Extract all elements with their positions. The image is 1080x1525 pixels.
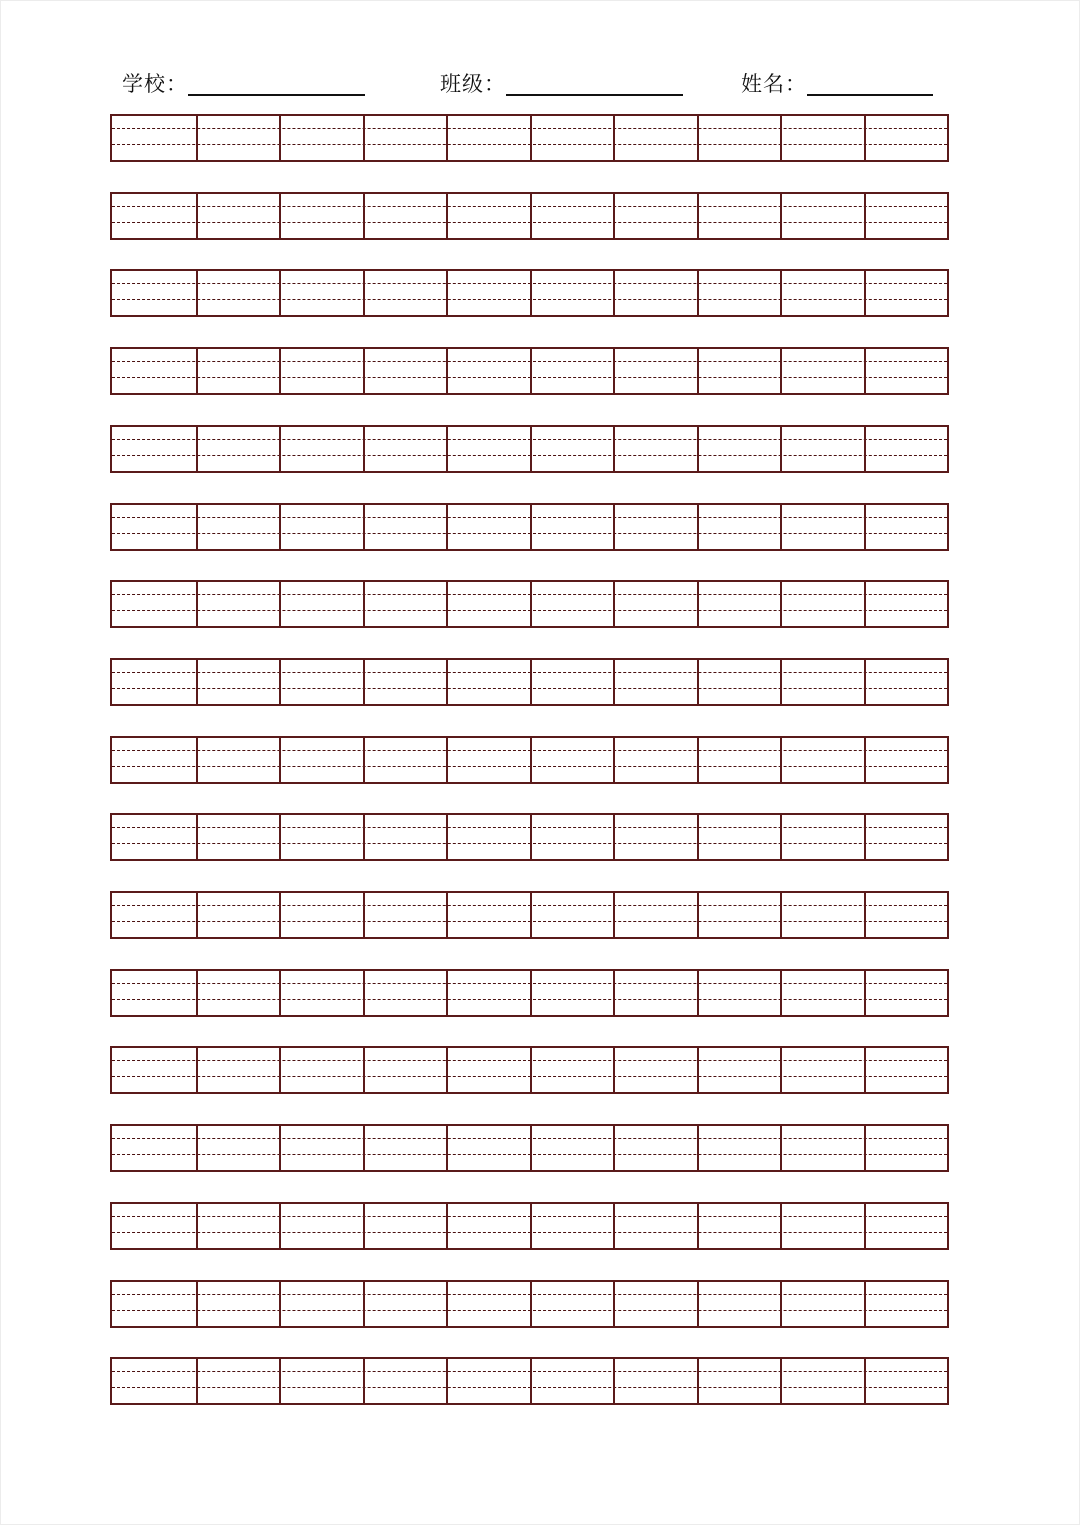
cell-divider <box>196 893 198 937</box>
cell-divider <box>613 660 615 704</box>
cell-divider <box>363 1204 365 1248</box>
writing-row[interactable] <box>110 425 949 473</box>
cell-divider <box>530 1282 532 1326</box>
cell-divider <box>279 893 281 937</box>
cell-divider <box>864 971 866 1015</box>
cell-divider <box>780 971 782 1015</box>
cell-divider <box>196 1204 198 1248</box>
cell-divider <box>279 971 281 1015</box>
cell-divider <box>363 893 365 937</box>
cell-divider <box>363 582 365 626</box>
cell-divider <box>363 349 365 393</box>
school-blank-line[interactable] <box>188 94 365 96</box>
cell-divider <box>279 1048 281 1092</box>
cell-divider <box>363 427 365 471</box>
cell-divider <box>780 1282 782 1326</box>
cell-divider <box>780 116 782 160</box>
cell-divider <box>530 427 532 471</box>
writing-row[interactable] <box>110 347 949 395</box>
cell-divider <box>363 1048 365 1092</box>
cell-divider <box>697 1359 699 1403</box>
cell-divider <box>530 194 532 238</box>
cell-divider <box>196 582 198 626</box>
writing-row[interactable] <box>110 1124 949 1172</box>
cell-divider <box>196 1126 198 1170</box>
cell-divider <box>613 427 615 471</box>
cell-divider <box>613 505 615 549</box>
cell-divider <box>780 1048 782 1092</box>
cell-divider <box>279 815 281 859</box>
writing-row[interactable] <box>110 891 949 939</box>
class-label: 班级： <box>440 72 506 96</box>
cell-divider <box>864 505 866 549</box>
cell-divider <box>530 660 532 704</box>
cell-divider <box>864 1126 866 1170</box>
name-label: 姓名： <box>741 72 807 96</box>
writing-row[interactable] <box>110 114 949 162</box>
cell-divider <box>613 582 615 626</box>
cell-divider <box>530 271 532 315</box>
cell-divider <box>780 1204 782 1248</box>
writing-row[interactable] <box>110 192 949 240</box>
cell-divider <box>530 505 532 549</box>
cell-divider <box>780 1126 782 1170</box>
cell-divider <box>613 116 615 160</box>
cell-divider <box>446 1126 448 1170</box>
cell-divider <box>446 1282 448 1326</box>
cell-divider <box>363 271 365 315</box>
school-label: 学校： <box>122 72 188 96</box>
cell-divider <box>613 1048 615 1092</box>
cell-divider <box>697 815 699 859</box>
cell-divider <box>613 1204 615 1248</box>
cell-divider <box>530 893 532 937</box>
worksheet-header <box>0 64 1080 104</box>
cell-divider <box>279 1282 281 1326</box>
cell-divider <box>363 971 365 1015</box>
cell-divider <box>780 582 782 626</box>
cell-divider <box>196 971 198 1015</box>
writing-row[interactable] <box>110 1280 949 1328</box>
cell-divider <box>780 893 782 937</box>
cell-divider <box>363 660 365 704</box>
writing-row[interactable] <box>110 813 949 861</box>
cell-divider <box>196 194 198 238</box>
cell-divider <box>613 971 615 1015</box>
writing-row[interactable] <box>110 1046 949 1094</box>
cell-divider <box>196 505 198 549</box>
cell-divider <box>864 893 866 937</box>
cell-divider <box>864 1282 866 1326</box>
cell-divider <box>279 194 281 238</box>
cell-divider <box>196 1282 198 1326</box>
cell-divider <box>780 427 782 471</box>
cell-divider <box>279 1126 281 1170</box>
cell-divider <box>864 1048 866 1092</box>
cell-divider <box>864 738 866 782</box>
cell-divider <box>363 194 365 238</box>
cell-divider <box>363 1126 365 1170</box>
cell-divider <box>864 1359 866 1403</box>
cell-divider <box>196 116 198 160</box>
cell-divider <box>530 116 532 160</box>
cell-divider <box>864 660 866 704</box>
cell-divider <box>446 971 448 1015</box>
cell-divider <box>363 1359 365 1403</box>
cell-divider <box>697 427 699 471</box>
cell-divider <box>279 271 281 315</box>
cell-divider <box>530 349 532 393</box>
cell-divider <box>446 116 448 160</box>
cell-divider <box>196 271 198 315</box>
cell-divider <box>363 738 365 782</box>
cell-divider <box>446 271 448 315</box>
cell-divider <box>446 1204 448 1248</box>
writing-row[interactable] <box>110 736 949 784</box>
cell-divider <box>279 1204 281 1248</box>
writing-row[interactable] <box>110 658 949 706</box>
cell-divider <box>613 271 615 315</box>
cell-divider <box>697 349 699 393</box>
cell-divider <box>196 1359 198 1403</box>
cell-divider <box>446 349 448 393</box>
cell-divider <box>780 505 782 549</box>
cell-divider <box>613 738 615 782</box>
cell-divider <box>279 505 281 549</box>
cell-divider <box>864 116 866 160</box>
cell-divider <box>196 1048 198 1092</box>
cell-divider <box>530 738 532 782</box>
cell-divider <box>530 815 532 859</box>
cell-divider <box>697 582 699 626</box>
cell-divider <box>780 660 782 704</box>
cell-divider <box>363 116 365 160</box>
cell-divider <box>780 1359 782 1403</box>
cell-divider <box>697 1204 699 1248</box>
cell-divider <box>530 1126 532 1170</box>
cell-divider <box>613 349 615 393</box>
writing-row[interactable] <box>110 269 949 317</box>
writing-row[interactable] <box>110 969 949 1017</box>
cell-divider <box>446 893 448 937</box>
cell-divider <box>780 815 782 859</box>
cell-divider <box>613 893 615 937</box>
cell-divider <box>864 1204 866 1248</box>
cell-divider <box>613 1126 615 1170</box>
cell-divider <box>864 349 866 393</box>
cell-divider <box>697 271 699 315</box>
cell-divider <box>446 582 448 626</box>
cell-divider <box>363 505 365 549</box>
cell-divider <box>446 1048 448 1092</box>
cell-divider <box>279 427 281 471</box>
cell-divider <box>446 815 448 859</box>
cell-divider <box>446 505 448 549</box>
writing-row[interactable] <box>110 1202 949 1250</box>
cell-divider <box>864 582 866 626</box>
cell-divider <box>530 1359 532 1403</box>
cell-divider <box>196 738 198 782</box>
cell-divider <box>613 1359 615 1403</box>
cell-divider <box>697 660 699 704</box>
class-blank-line[interactable] <box>506 94 683 96</box>
cell-divider <box>697 971 699 1015</box>
cell-divider <box>446 660 448 704</box>
cell-divider <box>530 971 532 1015</box>
cell-divider <box>697 116 699 160</box>
cell-divider <box>864 194 866 238</box>
cell-divider <box>363 815 365 859</box>
cell-divider <box>697 893 699 937</box>
cell-divider <box>279 116 281 160</box>
cell-divider <box>196 815 198 859</box>
cell-divider <box>279 738 281 782</box>
cell-divider <box>697 194 699 238</box>
cell-divider <box>530 1204 532 1248</box>
cell-divider <box>363 1282 365 1326</box>
cell-divider <box>613 194 615 238</box>
cell-divider <box>780 194 782 238</box>
cell-divider <box>279 660 281 704</box>
name-blank-line[interactable] <box>807 94 933 96</box>
cell-divider <box>279 582 281 626</box>
cell-divider <box>446 738 448 782</box>
cell-divider <box>279 1359 281 1403</box>
cell-divider <box>697 738 699 782</box>
cell-divider <box>780 349 782 393</box>
cell-divider <box>446 427 448 471</box>
writing-row[interactable] <box>110 503 949 551</box>
cell-divider <box>780 271 782 315</box>
cell-divider <box>697 1282 699 1326</box>
cell-divider <box>196 349 198 393</box>
cell-divider <box>196 660 198 704</box>
cell-divider <box>864 815 866 859</box>
cell-divider <box>530 1048 532 1092</box>
cell-divider <box>613 1282 615 1326</box>
cell-divider <box>697 505 699 549</box>
cell-divider <box>279 349 281 393</box>
cell-divider <box>697 1126 699 1170</box>
cell-divider <box>864 427 866 471</box>
cell-divider <box>446 1359 448 1403</box>
writing-row[interactable] <box>110 1357 949 1405</box>
cell-divider <box>530 582 532 626</box>
cell-divider <box>780 738 782 782</box>
cell-divider <box>446 194 448 238</box>
cell-divider <box>196 427 198 471</box>
cell-divider <box>864 271 866 315</box>
cell-divider <box>697 1048 699 1092</box>
cell-divider <box>613 815 615 859</box>
writing-row[interactable] <box>110 580 949 628</box>
